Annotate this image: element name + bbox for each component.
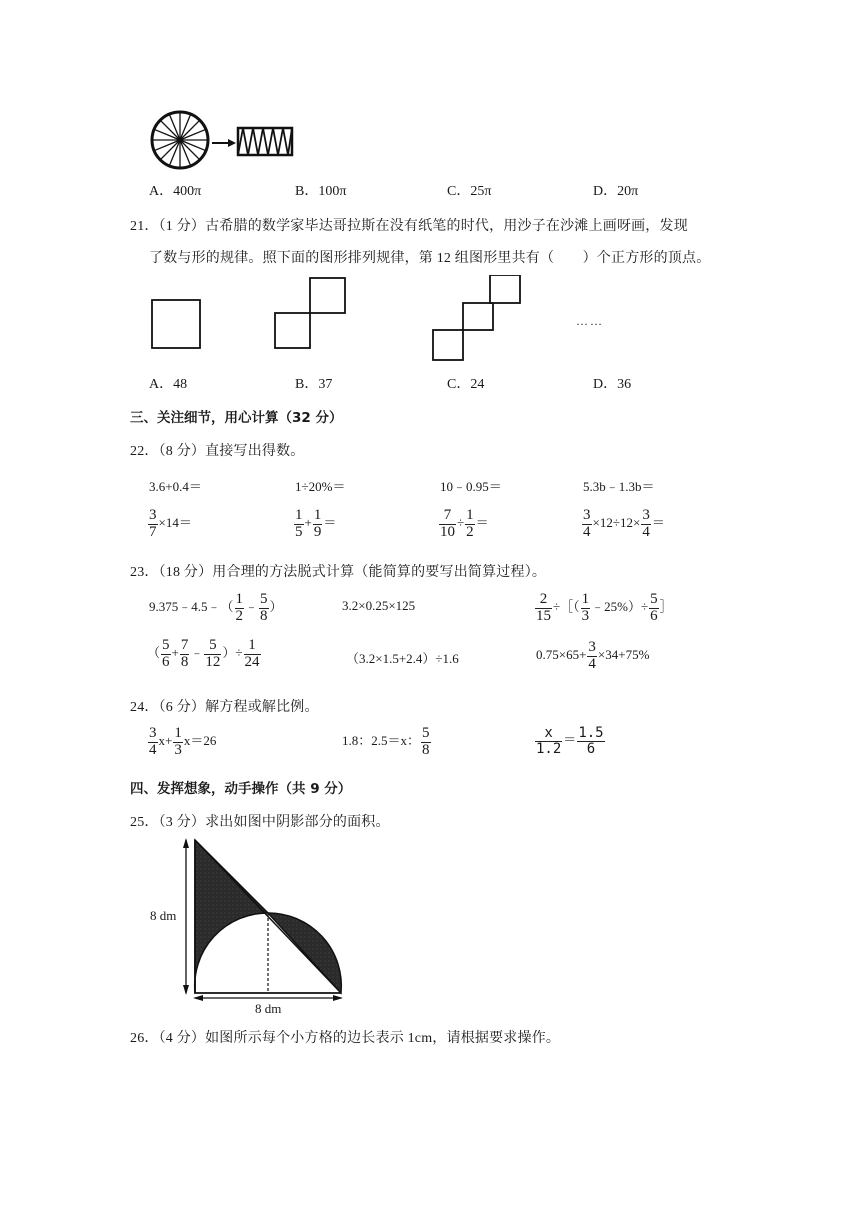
circle-cut-figure — [148, 108, 298, 172]
proportion: 1.8：2.5＝x： $\frac{5}{8}$ — [342, 725, 430, 758]
dimension-label-bottom: 8 dm — [255, 1001, 282, 1016]
option-c[interactable]: C．24 — [447, 377, 485, 392]
calc-item: 5.3b﹣1.3b＝ — [583, 479, 655, 494]
proportion: $\frac{x}{1.2}$ ＝ $\frac{1.5}{6}$ — [536, 725, 604, 757]
section-4-title: 四、发挥想象，动手操作（共 9 分） — [130, 781, 352, 797]
calc-fraction-item: $\frac{3}{4}$ ×12÷12× $\frac{3}{4}$ ＝ — [583, 507, 665, 540]
calc-expression: （3.2×1.5+2.4）÷1.6 — [346, 651, 459, 666]
option-d[interactable]: D．36 — [593, 377, 632, 392]
question-23-prompt: 23．（18 分）用合理的方法脱式计算（能简算的要写出简算过程）。 — [130, 565, 547, 580]
option-b[interactable]: B．37 — [295, 377, 333, 392]
option-a[interactable]: A．400π — [149, 184, 202, 199]
option-d[interactable]: D．20π — [593, 184, 639, 199]
square-pattern-figure — [140, 275, 630, 363]
calc-fraction-item: $\frac{1}{5}$ + $\frac{1}{9}$ ＝ — [295, 507, 337, 540]
continuation-dots: …… — [576, 314, 604, 328]
calc-expression: 9.375﹣4.5﹣（ $\frac{1}{2}$ ﹣ $\frac{5}{8}$ ） — [149, 591, 283, 624]
shaded-area-figure — [148, 832, 358, 1018]
calc-fraction-item: $\frac{7}{10}$ ÷ $\frac{1}{2}$ ＝ — [440, 507, 489, 540]
section-3-title: 三、关注细节，用心计算（32 分） — [130, 410, 343, 426]
calc-item: 10﹣0.95＝ — [440, 479, 502, 494]
calc-expression: （ $\frac{5}{6}$ + $\frac{7}{8}$ ﹣ $\frac{5}{12}$ ）÷ $\frac{1}{24}$ — [147, 637, 260, 670]
question-21-line1: 21．（1 分）古希腊的数学家毕达哥拉斯在没有纸笔的时代，用沙子在沙滩上画呀画，发现 — [130, 219, 688, 234]
calc-expression: $\frac{2}{15}$ ÷［（ $\frac{1}{3}$ ﹣25%）÷ $\frac{5}{6}$ ］ — [536, 591, 673, 624]
option-c[interactable]: C．25π — [447, 184, 492, 199]
option-a[interactable]: A．48 — [149, 377, 188, 392]
calc-expression: 3.2×0.25×125 — [342, 598, 416, 613]
question-25-prompt: 25．（3 分）求出如图中阴影部分的面积。 — [130, 815, 390, 830]
calc-fraction-item: $\frac{3}{7}$ ×14＝ — [149, 507, 192, 540]
dimension-label-left: 8 dm — [150, 908, 177, 923]
question-22-prompt: 22．（8 分）直接写出得数。 — [130, 444, 305, 459]
calc-item: 1÷20%＝ — [295, 479, 346, 494]
question-24-prompt: 24．（6 分）解方程或解比例。 — [130, 700, 319, 715]
question-26-prompt: 26．（4 分）如图所示每个小方格的边长表示 1cm，请根据要求操作。 — [130, 1031, 561, 1046]
option-b[interactable]: B．100π — [295, 184, 347, 199]
question-21-line2: 了数与形的规律。照下面的图形排列规律，第 12 组图形里共有（ ）个正方形的顶点。 — [149, 251, 711, 266]
calc-expression: 0.75×65+ $\frac{3}{4}$ ×34+75% — [536, 639, 650, 672]
calc-item: 3.6+0.4＝ — [149, 479, 202, 494]
equation: $\frac{3}{4}$ x+ $\frac{1}{3}$ x＝26 — [149, 725, 217, 758]
